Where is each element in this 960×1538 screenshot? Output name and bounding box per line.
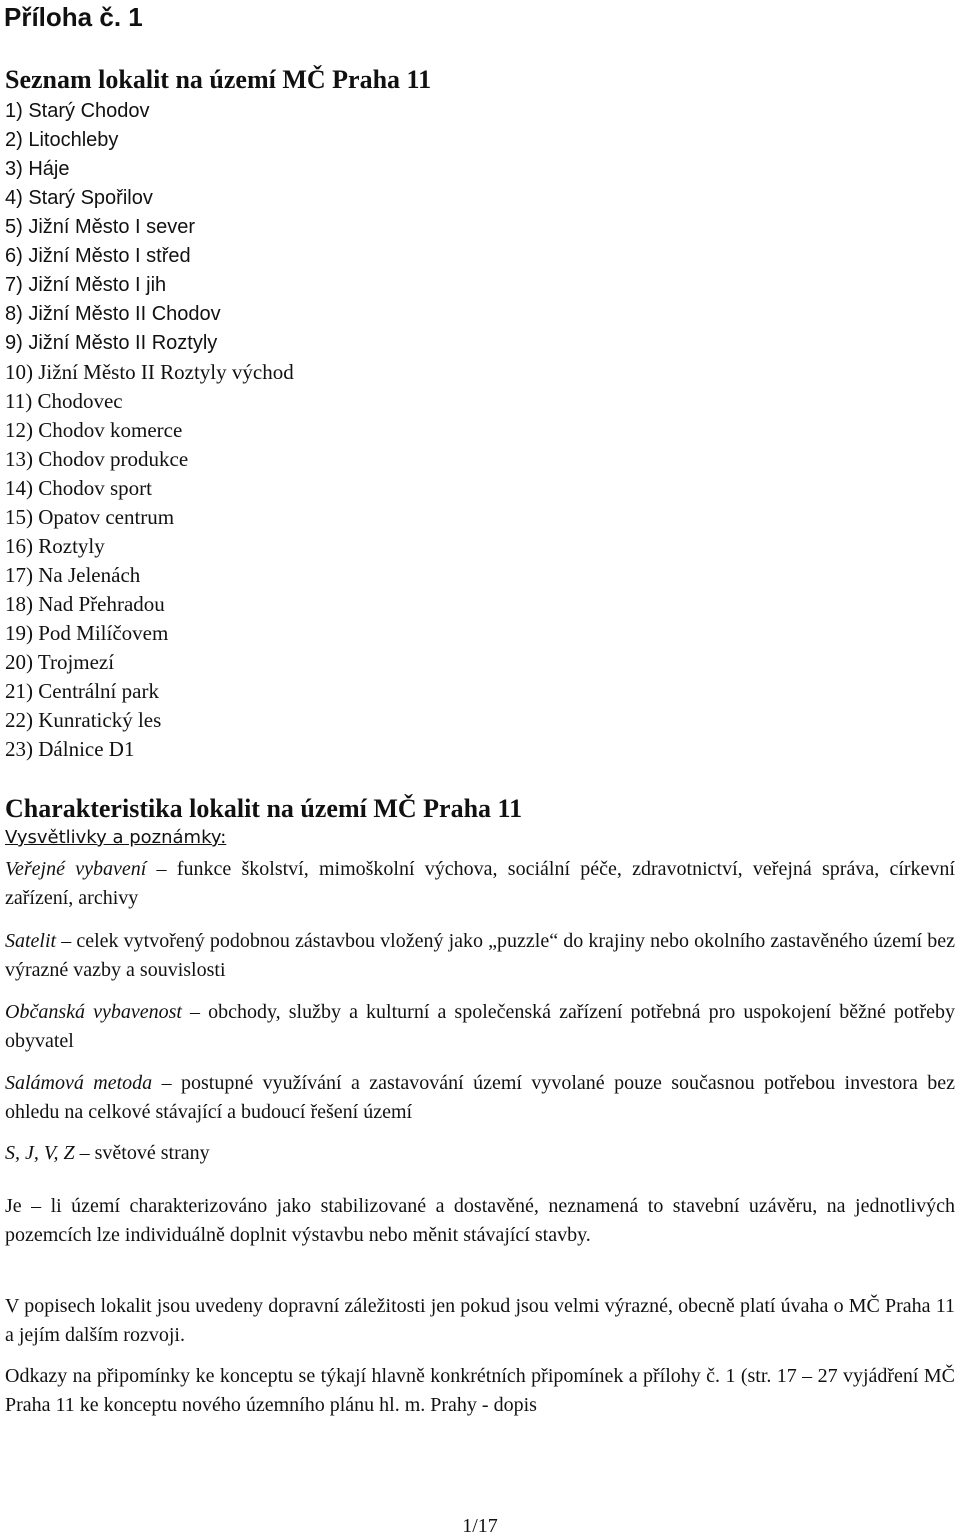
definition-text: – postupné využívání a zastavování území vyvolané pouze současnou potřebou investora bez ohledu na celkové stávající a budoucí řešení území: [5, 1072, 955, 1123]
definition-text: – celek vytvořený podobnou zástavbou vložený jako „puzzle“ do krajiny nebo okolního zastavěného území bez výrazné vazby a souvislosti: [5, 930, 955, 981]
notes-label: Vysvětlivky a poznámky:: [5, 827, 227, 848]
list-item: 11) Chodovec: [5, 389, 123, 413]
definition-term: Salámová metoda: [5, 1072, 153, 1094]
definition-term: S, J, V, Z: [5, 1142, 75, 1164]
definition-term: Veřejné vybavení: [5, 858, 147, 880]
list-item: 2) Litochleby: [5, 129, 119, 151]
definition-term: Občanská vybavenost: [5, 1001, 182, 1023]
definition-text: – obchody, služby a kulturní a společenská zařízení potřebná pro uspokojení běžné potřeby obyvatel: [5, 1001, 956, 1052]
paragraph-stabilized-areas: Je – li území charakterizováno jako stabilizované a dostavěné, neznamená to stavební uzávěru, na jednotlivých pozemcích lze individuálně doplnit výstavbu nebo měnit stávající stavby.: [5, 1195, 955, 1246]
list-item: 9) Jižní Město II Roztyly: [5, 332, 218, 354]
definition-civic-amenities: [5, 998, 955, 1056]
list-item: 10) Jižní Město II Roztyly východ: [5, 360, 294, 384]
definition-satellite: [5, 927, 955, 985]
list-item: 14) Chodov sport: [5, 476, 152, 500]
list-item: 20) Trojmezí: [5, 650, 115, 674]
page-number: 1/17: [462, 1515, 498, 1537]
list-item: 12) Chodov komerce: [5, 418, 183, 442]
definition-cardinal-directions: [5, 1139, 955, 1168]
definition-text: – světové strany: [74, 1142, 210, 1164]
list-item: 22) Kunratický les: [5, 708, 162, 732]
definition-salami-method: [5, 1069, 955, 1127]
list-item: 23) Dálnice D1: [5, 737, 135, 761]
list-item: 18) Nad Přehradou: [5, 592, 165, 616]
definition-public-facilities: [5, 855, 955, 913]
list-item: 7) Jižní Město I jih: [5, 274, 167, 296]
appendix-title: Příloha č. 1: [4, 2, 143, 32]
paragraph-references: Odkazy na připomínky ke konceptu se týkají hlavně konkrétních připomínek a přílohy č. 1 (str. 17 – 27 vyjádření MČ Praha 11 ke konceptu nového územního plánu hl. m. Prahy - dopis: [5, 1365, 955, 1416]
list-item: 19) Pod Milíčovem: [5, 621, 169, 645]
list-item: 1) Starý Chodov: [5, 100, 150, 122]
paragraph-traffic-note: V popisech lokalit jsou uvedeny dopravní záležitosti jen pokud jsou velmi výrazné, obecně platí úvaha o MČ Praha 11 a jejím dalším rozvoji.: [5, 1295, 955, 1346]
list-item: 5) Jižní Město I sever: [5, 216, 196, 238]
list-item: 8) Jižní Město II Chodov: [5, 303, 221, 325]
list-item: 17) Na Jelenách: [5, 563, 141, 587]
list-item: 4) Starý Spořilov: [5, 187, 153, 209]
list-item: 15) Opatov centrum: [5, 505, 175, 529]
list-item: 13) Chodov produkce: [5, 447, 189, 471]
definition-term: Satelit: [5, 930, 57, 952]
list-item: 3) Háje: [5, 158, 70, 180]
list-item: 16) Roztyly: [5, 534, 105, 558]
list-item: 21) Centrální park: [5, 679, 159, 703]
list-item: 6) Jižní Město I střed: [5, 245, 191, 267]
definition-text: – funkce školství, mimoškolní výchova, sociální péče, zdravotnictví, veřejná správa, církevní zařízení, archivy: [5, 858, 955, 909]
characteristics-heading: Charakteristika lokalit na území MČ Praha 11: [5, 794, 523, 823]
locality-list: [5, 97, 294, 764]
locality-list-heading: Seznam lokalit na území MČ Praha 11: [5, 65, 432, 94]
